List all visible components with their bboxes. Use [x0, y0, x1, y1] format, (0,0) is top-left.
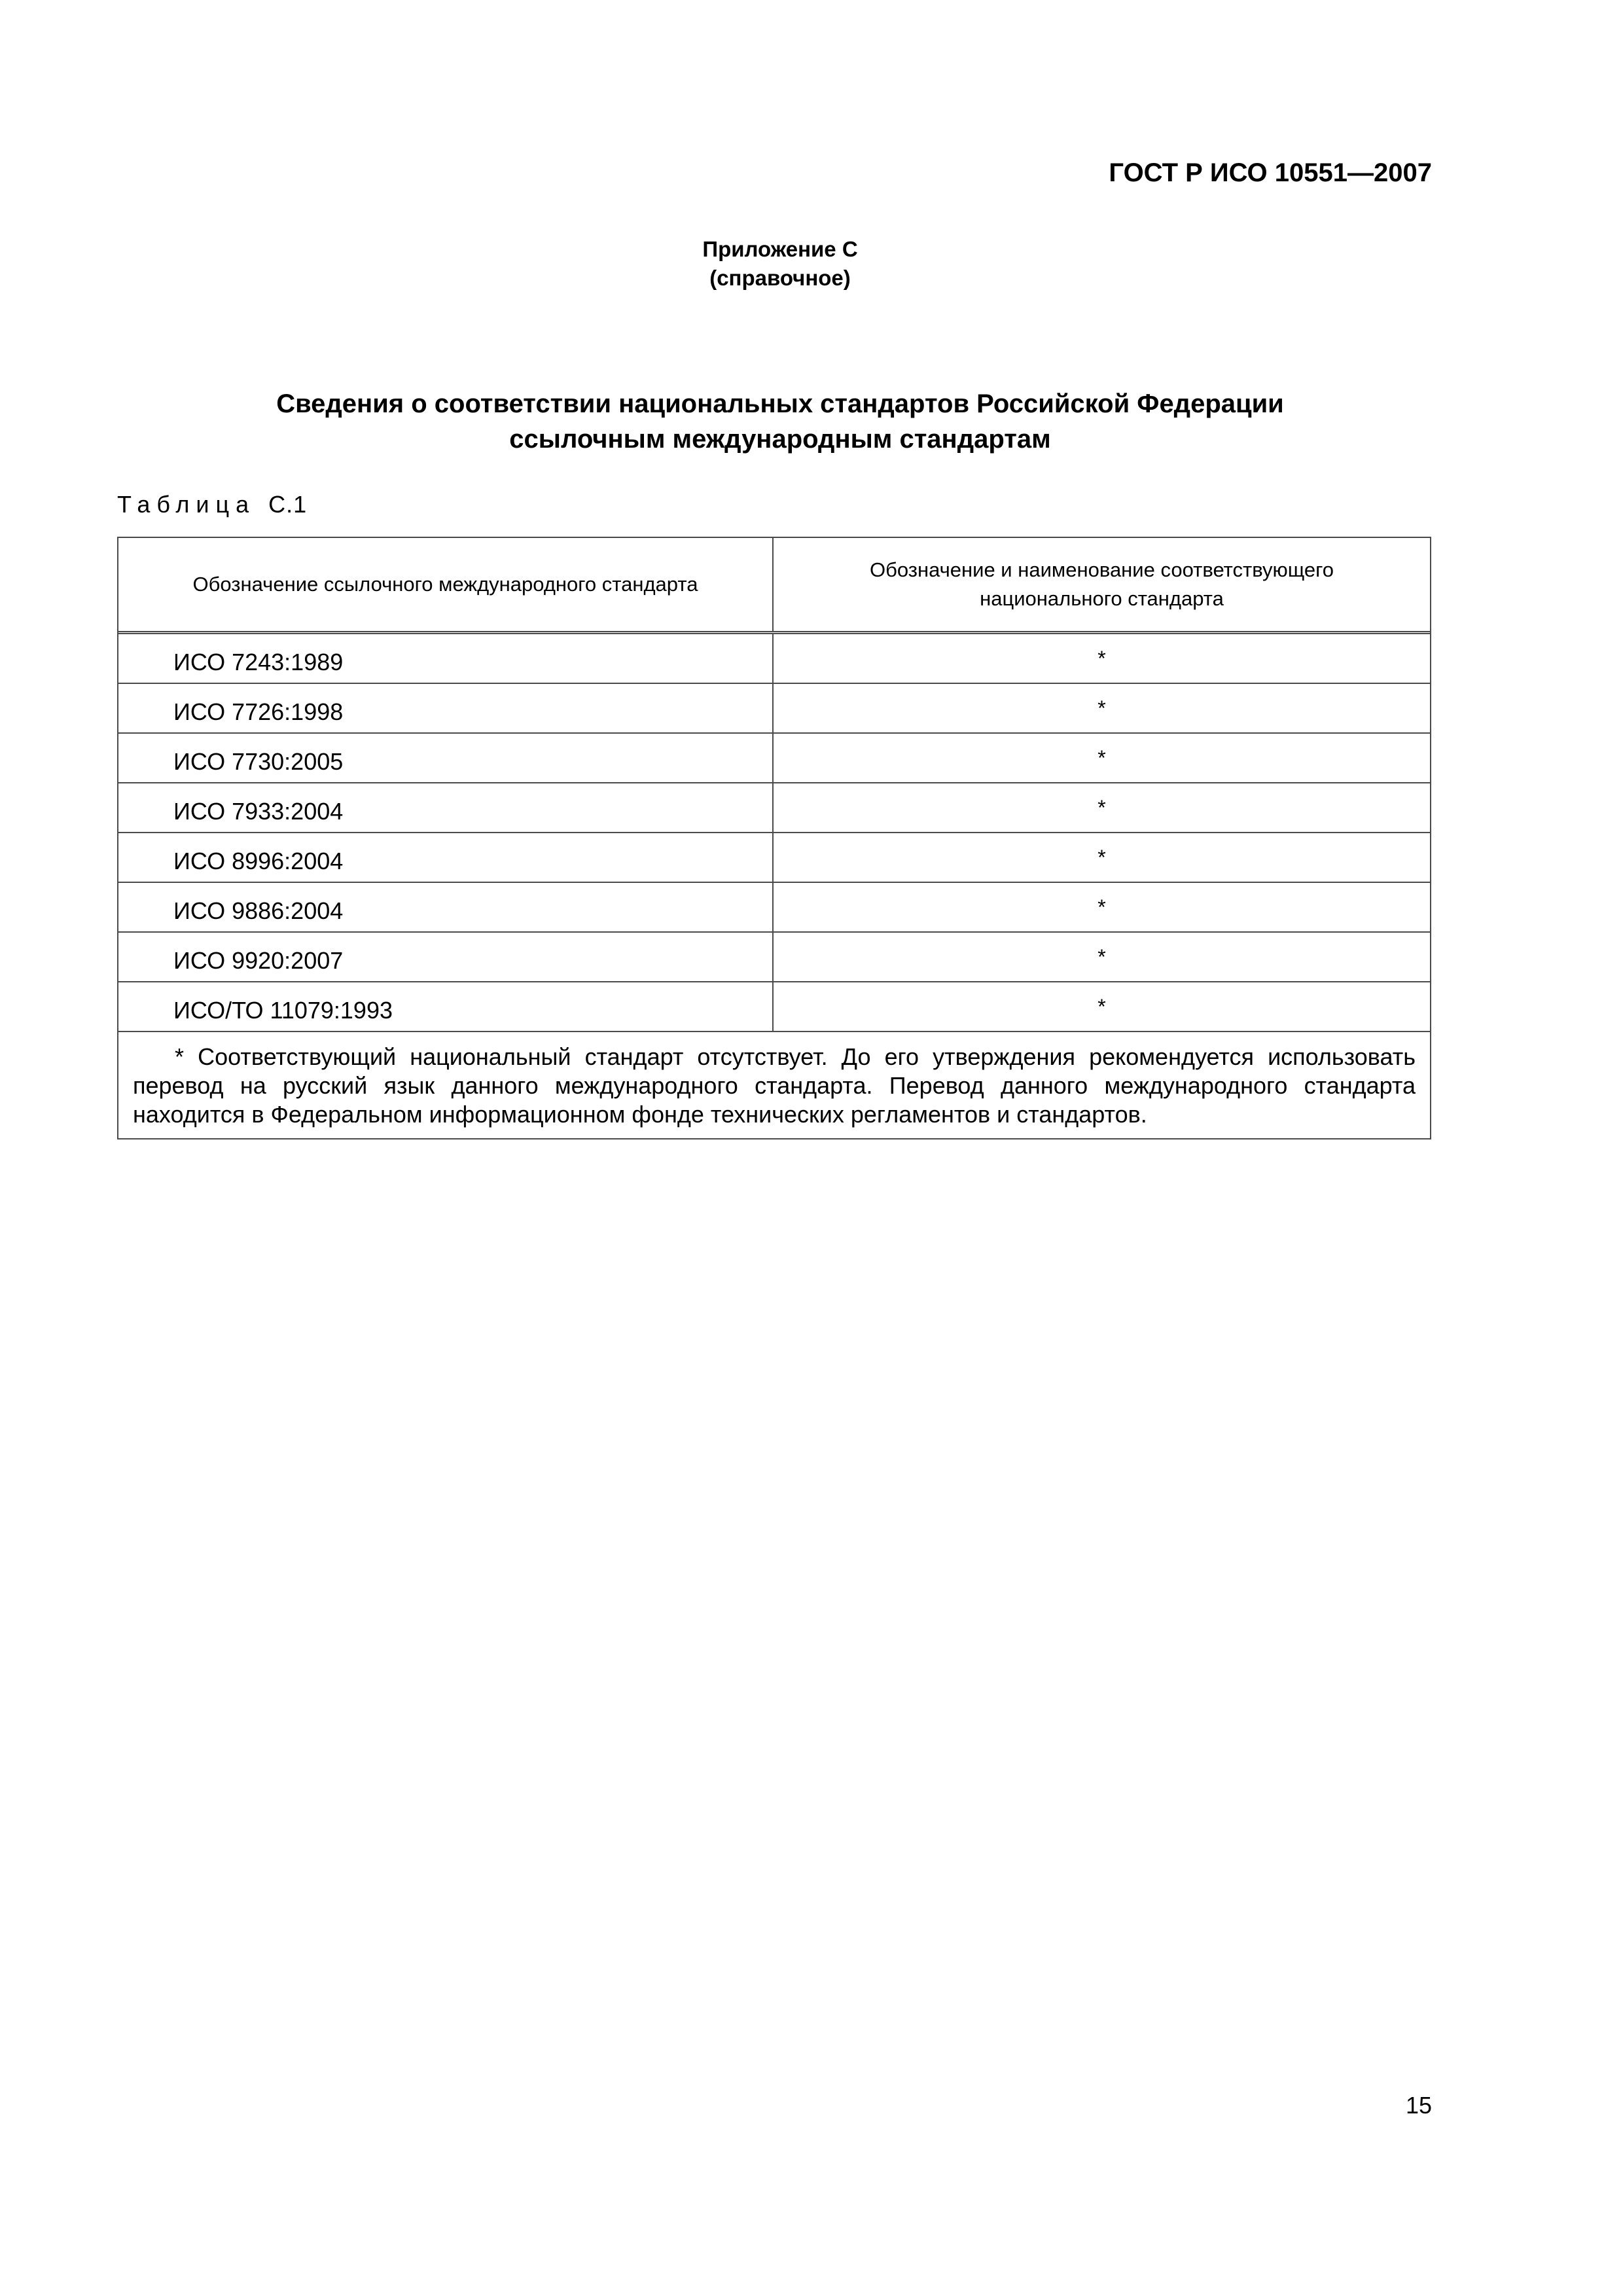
page-number: 15: [1405, 2092, 1432, 2119]
header-national-standard: Обозначение и наименование соответствующего национального стандарта: [869, 558, 1334, 610]
section-heading-line-1: Сведения о соответствии национальных стандартов Российской Федерации: [276, 389, 1284, 418]
table-row: [118, 982, 1430, 1032]
cell-reference-standard: ИСО 9886:2004: [118, 883, 774, 931]
table-row: [118, 883, 1430, 933]
table-footnote: [118, 1032, 1430, 1138]
cell-national-standard: *: [1097, 895, 1106, 919]
appendix-kind: (справочное): [709, 266, 851, 290]
standards-correspondence-table: [117, 537, 1431, 1139]
cell-national-standard: *: [1097, 944, 1106, 969]
table-row: [118, 634, 1430, 684]
table-caption-word: Таблица: [117, 491, 256, 518]
table-row: [118, 783, 1430, 833]
cell-reference-standard: ИСО 8996:2004: [118, 833, 774, 882]
cell-reference-standard: ИСО 9920:2007: [118, 933, 774, 981]
cell-national-standard: *: [1097, 646, 1106, 670]
cell-reference-standard: ИСО/ТО 11079:1993: [118, 982, 774, 1031]
cell-reference-standard: ИСО 7243:1989: [118, 634, 774, 683]
table-header-row: [118, 538, 1430, 634]
table-row: [118, 833, 1430, 883]
table-row: [118, 684, 1430, 734]
cell-national-standard: *: [1097, 845, 1106, 869]
cell-reference-standard: ИСО 7933:2004: [118, 783, 774, 832]
cell-national-standard: *: [1097, 795, 1106, 819]
table-row: [118, 734, 1430, 783]
cell-national-standard: *: [1097, 696, 1106, 720]
document-code: ГОСТ Р ИСО 10551—2007: [1109, 158, 1432, 187]
section-heading-line-2: ссылочным международным стандартам: [509, 425, 1051, 454]
cell-reference-standard: ИСО 7730:2005: [118, 734, 774, 782]
cell-national-standard: *: [1097, 745, 1106, 770]
appendix-title: Приложение С: [702, 237, 858, 261]
table-caption: [117, 491, 307, 518]
table-footnote-text: * Соответствующий национальный стандарт отсутствует. До его утверждения рекомендуется использовать перевод на русский язык данного международного стандарта. Перевод данного международного стандарта находится в Федеральном информационном фонде технических регламентов и стандартов.: [133, 1043, 1416, 1128]
table-row: [118, 933, 1430, 982]
header-reference-standard: Обозначение ссылочного международного стандарта: [118, 538, 774, 631]
cell-national-standard: *: [1097, 994, 1106, 1018]
cell-reference-standard: ИСО 7726:1998: [118, 684, 774, 732]
table-caption-number: С.1: [268, 491, 308, 518]
